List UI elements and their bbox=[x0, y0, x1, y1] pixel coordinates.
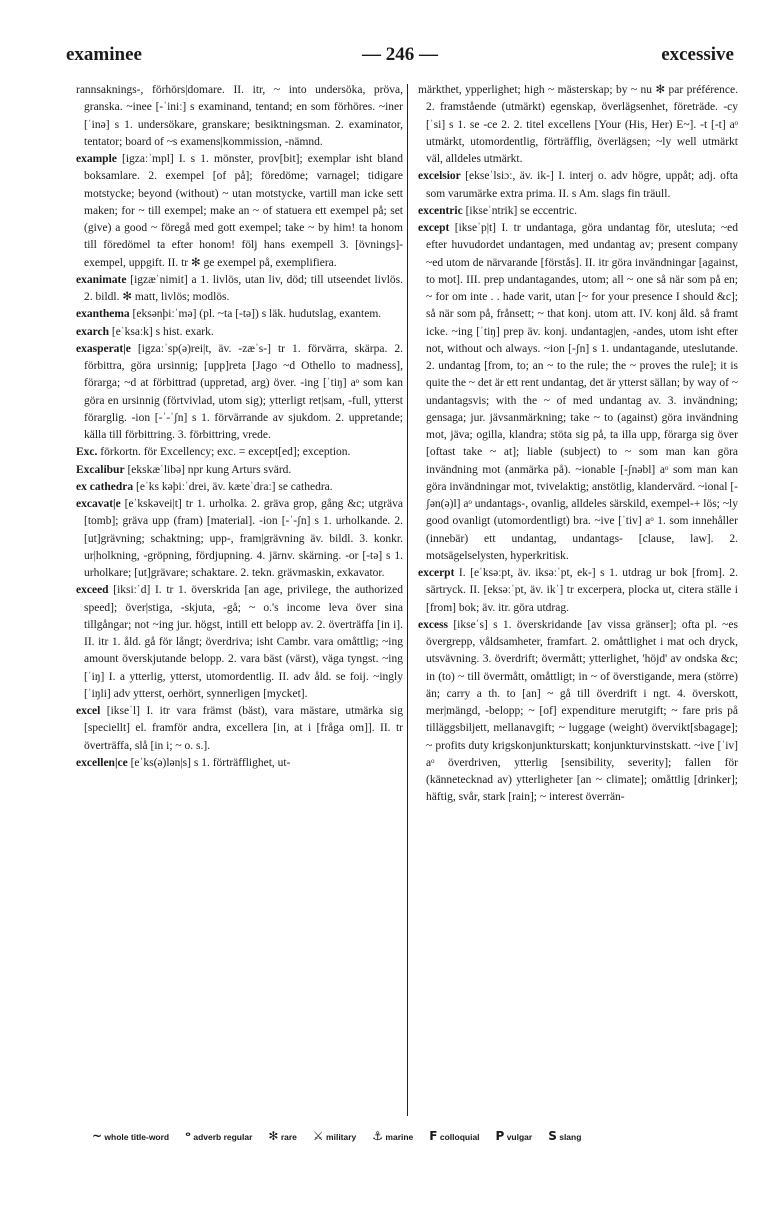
page-number: — 246 — bbox=[362, 44, 438, 65]
entry-definition: [eˈkskəvei|t] tr 1. urholka. 2. gräva grop, gång &c; utgräva [tomb]; gräva upp (fram) [material]. -ion [-ˈ-ʃn] s 1. urholkande. 2. [ut]grävning; schaktning; upp-, fram|grävning äv. bildl. 3. konkr. ur|holkning, -gröpning, fördjupning. 4. järnv. skärning. -or [-tə] s 1. urholkare; [ut]grävare; schaktare. 2. tekn. grävmaskin, exkavator. bbox=[84, 498, 403, 579]
entry-definition: [eksənþiːˈmə] (pl. ~ta [-tə]) s läk. hudutslag, exantem. bbox=[129, 308, 382, 321]
dictionary-entry bbox=[76, 462, 403, 479]
entry-definition: [iksiːˈd] I. tr 1. överskrida [an age, privilege, the authorized speed]; över|stiga, -skjuta, -gå; ~ o.'s income leva över sina tillgångar; not ~ing jur. högst, intill ett belopp av. 2. överträffa [in i]. II. itr 1. åld. gå för långt; överdriva; isht Cambr. vara omåttlig; ~ing amount överskjutande belopp. 2. vara bäst (värst), väga tyngst. ~ing [ˈiŋ] I. a ytterlig, ytterst, utomordentlig. II. adv åld. se foij. ~ingly [ˈiŋli] adv ytterst, oerhört, synnerligen [mycket]. bbox=[84, 584, 403, 700]
right-guide-word: excessive bbox=[661, 44, 734, 65]
dictionary-entry bbox=[76, 341, 403, 445]
dictionary-entry bbox=[76, 755, 403, 772]
headword: excerpt bbox=[418, 567, 455, 579]
dictionary-entry bbox=[418, 220, 738, 565]
legend-label: marine bbox=[383, 1132, 414, 1142]
legend-item bbox=[92, 1129, 169, 1143]
legend-label: colloquial bbox=[437, 1132, 480, 1142]
dictionary-entry bbox=[76, 272, 403, 307]
legend-label: military bbox=[323, 1132, 357, 1142]
dictionary-entry bbox=[76, 82, 403, 151]
dictionary-entry bbox=[418, 617, 738, 807]
legend-symbol: ⚔ bbox=[312, 1129, 324, 1143]
legend-label: whole title-word bbox=[102, 1132, 170, 1142]
left-guide-word: examinee bbox=[66, 44, 142, 65]
headword: excess bbox=[418, 618, 449, 631]
headword: excellen|ce bbox=[76, 756, 128, 769]
legend-item bbox=[268, 1129, 297, 1143]
legend-symbol: ⚓ bbox=[372, 1129, 384, 1143]
legend-symbol: P bbox=[495, 1129, 505, 1143]
legend-symbol: ~ bbox=[92, 1129, 103, 1143]
legend-label: adverb regular bbox=[190, 1132, 253, 1142]
headword: example bbox=[76, 153, 117, 165]
dictionary-entry bbox=[418, 565, 738, 617]
entry-definition: [ikseˈp|t] I. tr undantaga, göra undantag för, utesluta; ~ed efter huvudordet undantagen, med undantag av; present company ~ed utom de närvarande [förstås]. II. itr göra invändningar [against, to mot]. III. prep undantagandes, utom; all ~ one så när som på en; ~ for om inte . . hade varit, utan [~ for your presence I should &c]; så när som på, frånsett; ~ that konj. utom att. IV. konj åld. så framt icke. ~ing [ˈtiŋ] prep äv. konj. undantag|en, -andes, utom isht efter not, without och always. ~ion [-ʃn] s 1. undantagande, uteslutande. 2. undantag [from, to; an ~ to the rule; the ~ proves the rule]; it is quite the ~ det är ett rent undantag, det är ytterst sällan; by way of ~ undantagsvis; with the ~ of med undantag av. 3. invändning; gensaga; jur. jävsanmärkning; take ~ to (against) göra invändning mot, jäva; ogilla, klandra; stöta sig på, ta illa upp, förarga sig över [oftast take ~ at]; liable (subject) to ~ som man kan göra invändning mot (anmärka på). ~ionable [-ʃnəbl] aᵒ som man kan göra invändningar mot, tvivelaktig; anstötlig, klandervärd. ~ional [-ʃən(ə)l] aᵒ undantags-, ovanlig, alldeles särskild, exempel-+ lös; ~ly good ovanligt (utomordentligt) bra. ~ive [ˈtiv] aᵒ 1. som innehåller (innebär) ett undantag, undantags- [clause, law]. 2. motsägelselysten, hyperkritisk. bbox=[426, 222, 738, 562]
headword: exarch bbox=[76, 325, 110, 338]
entry-definition: [ikseˈntrik] se eccentric. bbox=[462, 204, 578, 217]
headword: exanthema bbox=[76, 308, 130, 321]
entry-definition: märkthet, ypperlighet; high ~ mästerskap; by ~ nu ✻ par préférence. 2. framstående (utmärkt) egenskap, överlägsenhet, företräde. -cy [ˈsi] s 1. se -ce 2. 2. titel excellens [Your (His, Her) E~]. -t [-t] aᵒ utmärkt, utomordentlig, förträfflig, överlägsen; ~ly well utmärkt väl, alldeles utmärkt. bbox=[418, 84, 738, 165]
footer-legend bbox=[92, 1129, 732, 1147]
headword: excentric bbox=[418, 204, 463, 217]
entry-definition: [ikseˈl] I. itr vara främst (bäst), vara mästare, utmärka sig [speciellt] el. framför andra, excellera [in, at i [fråga om]]. II. tr överträffa, slå [in i; ~ o. s.]. bbox=[84, 705, 403, 752]
entry-definition: [ekseˈlsiɔː, äv. ik-] I. interj o. adv högre, uppåt; adj. ofta som varumärke extra prima. II. s Am. slags fin träull. bbox=[426, 170, 738, 200]
entry-definition: [igzæˈnimit] a 1. livlös, utan liv, död; till utseendet livlös. 2. bildl. ✻ matt, livlös; modlös. bbox=[84, 273, 403, 303]
legend-label: slang bbox=[556, 1132, 582, 1142]
dictionary-entry bbox=[76, 306, 403, 323]
legend-label: rare bbox=[278, 1132, 297, 1142]
headword: ex cathedra bbox=[76, 480, 134, 493]
entry-definition: [eˈks kəþiːˈdrei, äv. kæteˈdraː] se cathedra. bbox=[133, 480, 333, 493]
legend-symbol: F bbox=[429, 1129, 438, 1143]
headword: excelsior bbox=[418, 170, 461, 183]
entry-definition: [igzaːˈsp(ə)rei|t, äv. -zæˈs-] tr 1. förvärra, skärpa. 2. förbittra, göra ursinnig; [upp]reta [Jago ~d Othello to madness], förarga; ~d at förbittrad (uppretad, arg) över. -ing [ˈtiŋ] aᵒ som kan göra en ursinnig (förtvivlad, utom sig); ytterligt ret|sam, -full, ytterst förarglig. -ion [-ˈ-ˈʃn] s 1. förvärrande av sjukdom. 2. uppretande; källa till förbittring. 3. förbittring, vrede. bbox=[84, 342, 403, 441]
legend-label: vulgar bbox=[504, 1132, 533, 1142]
dictionary-entry bbox=[76, 324, 403, 341]
headword: excel bbox=[76, 705, 101, 717]
headword: exanimate bbox=[76, 273, 127, 286]
entry-definition: [ekskæˈlibə] npr kung Arturs svärd. bbox=[124, 463, 292, 476]
entry-definition: förkortn. för Excellency; exc. = except[ed]; exception. bbox=[97, 446, 351, 459]
dictionary-entry bbox=[76, 496, 403, 582]
entry-definition: [ikseˈs] s 1. överskridande [av vissa gränser]; ofta pl. ~es övergrepp, våldsamheter, framfart. 2. omåttlighet i mat och dryck, utsvävning. 3. överdrift; övermått; ytterlighet, 'höjd' av ondska &c; in (to) ~ till övermått, omåttligt; in ~ of överstigande, mera (större) än; carry a th. to [an] ~ gå till överdrift i ngt. 4. överskott, mer|mängd, -belopp; ~ [of] expenditure merutgift; ~ fare pris på tilläggsbiljett, mellanavgift; ~ luggage (weight) övervikt[sbagage]; ~ profits duty krigskonjunkturskatt; konjunkturvinstskatt. ~ive [ˈiv] aᵒ överdriven, ytterlig [sensibility, severity]; fallen för (kännetecknad av) ytterligheter [an ~ climate]; omåttlig [drinker]; häftig, svår, stark [rain]; ~ interest överrän- bbox=[426, 618, 738, 804]
right-column bbox=[418, 82, 738, 1118]
dictionary-entry bbox=[76, 703, 403, 755]
legend-item bbox=[429, 1129, 479, 1143]
dictionary-entry bbox=[76, 151, 403, 272]
legend-item bbox=[496, 1129, 533, 1143]
entry-definition: [eˈksaːk] s hist. exark. bbox=[109, 325, 214, 338]
legend-symbol: S bbox=[548, 1129, 557, 1143]
dictionary-entry bbox=[418, 203, 738, 220]
headword: Exc. bbox=[76, 446, 98, 459]
dictionary-entry bbox=[418, 82, 738, 168]
legend-item bbox=[313, 1129, 356, 1143]
headword: exasperat|e bbox=[76, 342, 131, 355]
dictionary-entry bbox=[76, 444, 403, 461]
column-divider bbox=[407, 84, 408, 1116]
headword: exceed bbox=[76, 584, 109, 597]
legend-symbol: ✻ bbox=[268, 1129, 279, 1143]
legend-symbol: ᵒ bbox=[185, 1129, 191, 1143]
entry-definition: [eˈks(ə)lən|s] s 1. förträfflighet, ut- bbox=[127, 756, 291, 769]
legend-item bbox=[548, 1129, 581, 1143]
dictionary-entry bbox=[418, 168, 738, 203]
headword: excavat|e bbox=[76, 498, 121, 510]
entry-definition: [igzaːˈmpl] I. s 1. mönster, prov[bit]; exemplar isht bland boksamlare. 2. exempel [of på]; föredöme; varnagel; tidigare motstycke; beyond (without) ~ utan motstycke, vartill man icke sett maken; for ~ till exempel; make an ~ of statuera ett exempel på; set (give) a good ~ föregå med gott exempel; take ~ by him! ta honom till föredömel ta efter honom! följ hans exempell 3. [övnings]-exempel, uppgift. II. tr ✻ ge exempel på, exemplifiera. bbox=[84, 153, 403, 269]
left-column bbox=[76, 82, 403, 1118]
legend-item bbox=[372, 1129, 413, 1143]
entry-definition: I. [eˈksəːpt, äv. iksəːˈpt, ek-] s 1. utdrag ur bok [from]. 2. särtryck. II. [eksəːˈpt, äv. ikˈ] tr excerpera, plocka ut, citera ställe i [from] bok; äv. itr. göra utdrag. bbox=[426, 567, 738, 614]
dictionary-entry bbox=[76, 479, 403, 496]
dictionary-entry bbox=[76, 582, 403, 703]
headword: except bbox=[418, 222, 450, 234]
page-header bbox=[66, 44, 734, 68]
legend-item bbox=[185, 1129, 252, 1143]
entry-definition: rannsaknings-, förhörs|domare. II. itr, ~ into undersöka, pröva, granska. ~inee [-ˈiniː] s examinand, tentand; en som förhöres. ~iner [ˈinə] s 1. undersökare, granskare; besiktningsman. 2. examinator, tentator; board of ~s examens|kommission, -nämnd. bbox=[76, 84, 403, 148]
headword: Excalibur bbox=[76, 463, 125, 476]
